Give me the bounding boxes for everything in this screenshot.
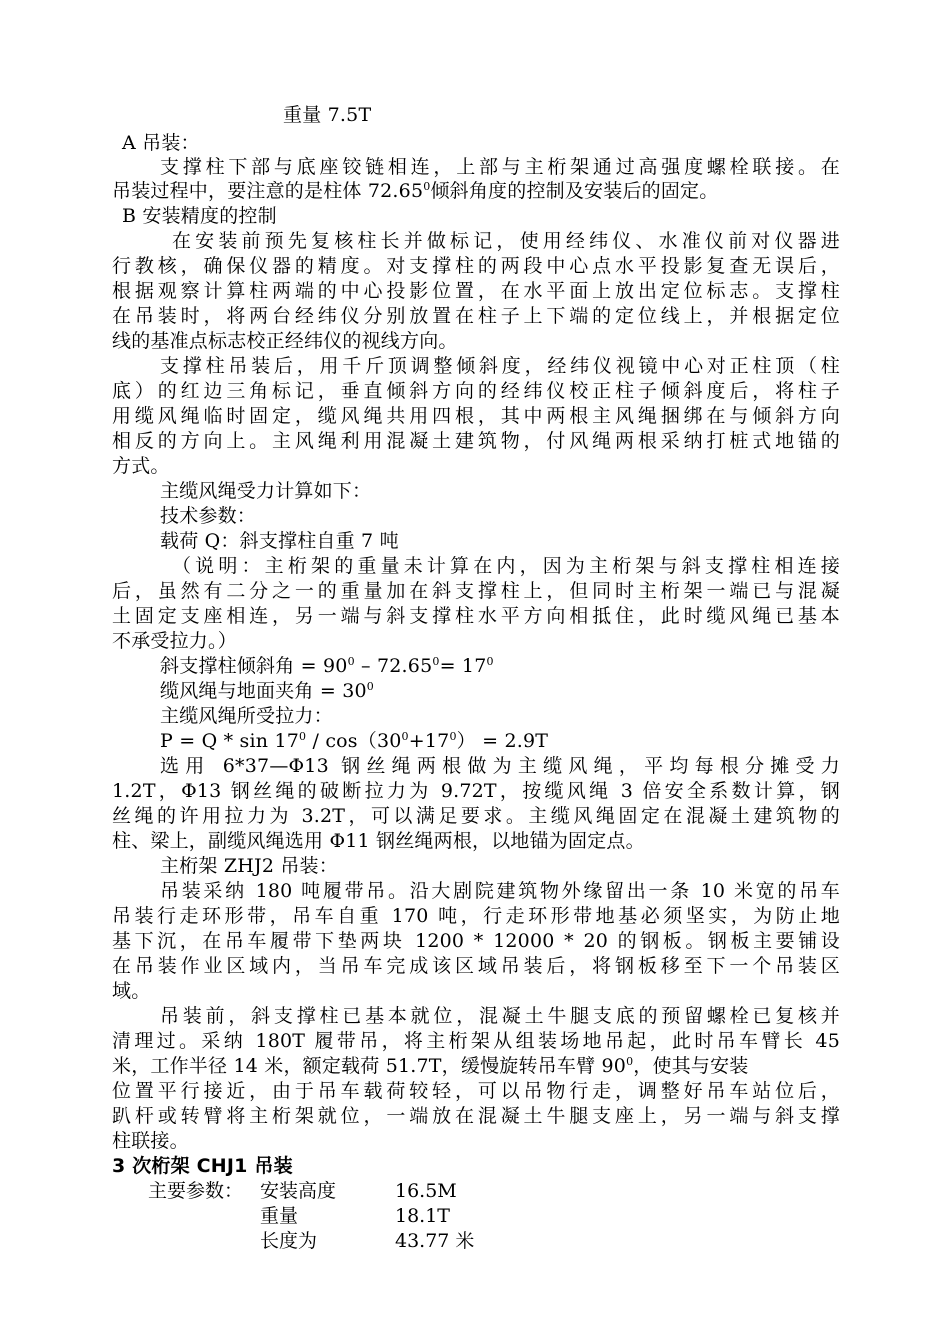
section-a-line-1: 支撑柱下部与底座铰链相连，上部与主桁架通过高强度螺栓联接。在: [160, 156, 840, 178]
zhj2-heading: 主桁架 ZHJ2 吊装：: [160, 855, 338, 877]
chj1-param-value: 43.77 米: [395, 1230, 475, 1252]
section-b-p1-line-2: 行教核，确保仪器的精度。对支撑柱的两段中心点水平投影复查无误后，: [112, 255, 840, 277]
zhj2-p2-line-1: 吊装前，斜支撑柱已基本就位，混凝土牛腿支底的预留螺栓已复核并: [160, 1005, 840, 1027]
section-b-p1-line-4: 在吊装时，将两台经纬仪分别放置在柱子上下端的定位线上，并根据定位: [112, 305, 840, 327]
section-b-p1-line-5: 线的基准点标志校正经纬仪的视线方向。: [112, 330, 458, 352]
zhj2-p2-line-2: 清理过。采纳 180T 履带吊，将主桁架从组装场地吊起，此时吊车臂长 45: [112, 1030, 840, 1052]
zhj2-p1-line-1: 吊装采纳 180 吨履带吊。沿大剧院建筑物外缘留出一条 10 米宽的吊车: [160, 880, 840, 902]
calc-tech-params: 技术参数：: [160, 505, 257, 527]
chj1-params-label: 主要参数：: [148, 1180, 244, 1202]
section-b-p1-line-3: 根据观察计算柱两端的中心投影位置，在水平面上放出定位标志。支撑柱: [112, 280, 840, 302]
section-b-p2-line-5: 方式。: [112, 455, 170, 477]
rope-line-4: 柱、梁上，副缆风绳选用 Φ11 钢丝绳两根，以地锚为固定点。: [112, 830, 645, 852]
chj1-heading: 3 次桁架 CHJ1 吊装: [112, 1155, 293, 1177]
calc-angle-1: 斜支撑柱倾斜角 = $90^0 - 72.65^0= 17^0$: [160, 655, 494, 677]
chj1-param-name: 重量: [260, 1205, 299, 1227]
calc-note-line-1: （说明：主桁架的重量未计算在内，因为主桁架与斜支撑柱相连接: [172, 555, 840, 577]
calc-tension-label: 主缆风绳所受拉力：: [160, 705, 333, 727]
calc-load: 载荷 Q：斜支撑柱自重 7 吨: [160, 530, 399, 552]
section-a-heading: A 吊装：: [122, 132, 200, 154]
chj1-param-name: 长度为: [260, 1230, 318, 1252]
calc-note-line-4: 不承受拉力。）: [112, 630, 237, 652]
zhj2-p1-line-3: 基下沉，在吊车履带下垫两块 1200 * 12000 * 20 的钢板。钢板主要铺设: [112, 930, 840, 952]
chj1-param-value: 18.1T: [395, 1205, 450, 1227]
section-b-heading: B 安装精度的控制: [122, 205, 277, 227]
zhj2-p2-line-5: 趴杆或转臂将主桁架就位，一端放在混凝土牛腿支座上，另一端与斜支撑: [112, 1105, 840, 1127]
chj1-param-name: 安装高度: [260, 1180, 337, 1202]
section-a-line-2: 吊装过程中，要注意的是柱体 72.65$^0$倾斜角度的控制及安装后的固定。: [112, 180, 719, 202]
zhj2-p1-line-5: 域。: [112, 980, 151, 1002]
calc-note-line-3: 土固定支座相连，另一端与斜支撑柱水平方向相抵住，此时缆风绳已基本: [112, 605, 840, 627]
calc-angle-2: 缆风绳与地面夹角 = $30^0$: [160, 680, 374, 702]
zhj2-p2-line-4: 位置平行接近，由于吊车载荷较轻，可以吊物行走，调整好吊车站位后，: [112, 1080, 840, 1102]
rope-line-1: 选用 6*37—Φ13 钢丝绳两根做为主缆风绳，平均每根分摊受力: [160, 755, 840, 777]
calc-intro: 主缆风绳受力计算如下：: [160, 480, 372, 502]
zhj2-p2-line-3: 米，工作半径 14 米，额定载荷 51.7T，缓慢旋转吊车臂 $90^0$，使其与安装: [112, 1055, 749, 1077]
top-weight-line: 重量 7.5T: [283, 104, 372, 126]
rope-line-3: 丝绳的许用拉力为 3.2T，可以满足要求。主缆风绳固定在混凝土建筑物的: [112, 805, 840, 827]
section-b-p1-line-1: 在安装前预先复核柱长并做标记，使用经纬仪、水准仪前对仪器进: [172, 230, 840, 252]
zhj2-p2-line-6: 柱联接。: [112, 1130, 189, 1152]
calc-note-line-2: 后，虽然有二分之一的重量加在斜支撑柱上，但同时主桁架一端已与混凝: [112, 580, 840, 602]
chj1-param-value: 16.5M: [395, 1180, 457, 1202]
section-b-p2-line-3: 用缆风绳临时固定，缆风绳共用四根，其中两根主风绳捆绑在与倾斜方向: [112, 405, 840, 427]
section-b-p2-line-2: 底）的红边三角标记，垂直倾斜方向的经纬仪校正柱子倾斜度后，将柱子: [112, 380, 840, 402]
section-b-p2-line-1: 支撑柱吊装后，用千斤顶调整倾斜度，经纬仪视镜中心对正柱顶（柱: [160, 355, 840, 377]
calc-formula: $P = Q * \sin 17^0 / \cos(30^0+17^0) = 2.9T$: [160, 730, 549, 752]
zhj2-p1-line-2: 吊装行走环形带，吊车自重 170 吨，行走环形带地基必须坚实，为防止地: [112, 905, 840, 927]
section-b-p2-line-4: 相反的方向上。主风绳利用混凝土建筑物，付风绳两根采纳打桩式地锚的: [112, 430, 840, 452]
rope-line-2: 1.2T，Φ13 钢丝绳的破断拉力为 9.72T，按缆风绳 3 倍安全系数计算，钢: [112, 780, 840, 802]
zhj2-p1-line-4: 在吊装作业区域内，当吊车完成该区域吊装后，将钢板移至下一个吊装区: [112, 955, 840, 977]
